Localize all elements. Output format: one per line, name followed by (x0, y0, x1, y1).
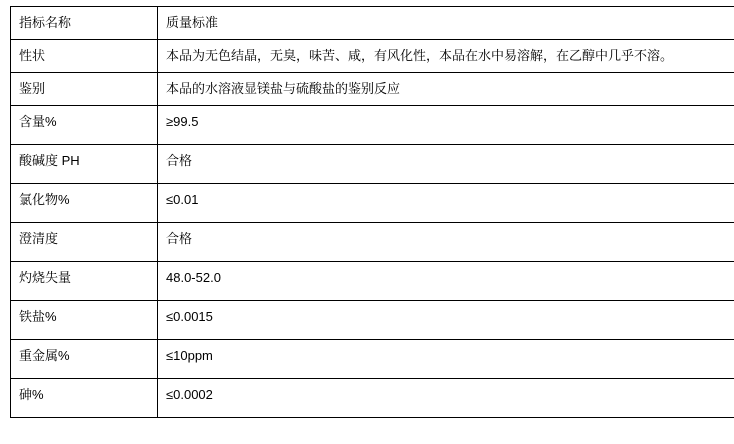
table-header-cell-standard (158, 7, 734, 40)
table-cell-indicator-name (11, 40, 158, 73)
table-cell-indicator-value (158, 340, 734, 379)
table-row (11, 106, 734, 145)
table-header-label-name: 指标名称 (19, 13, 149, 33)
indicator-value-text: ≤0.01 (166, 190, 734, 210)
table-cell-indicator-value (158, 301, 734, 340)
table-cell-indicator-name (11, 145, 158, 184)
indicator-value-text: ≤0.0015 (166, 307, 734, 327)
table-cell-indicator-value (158, 73, 734, 106)
table-cell-indicator-value (158, 262, 734, 301)
indicator-value-text: 48.0-52.0 (166, 268, 734, 288)
table-header-row (11, 7, 734, 40)
table-cell-indicator-name (11, 262, 158, 301)
indicator-name-text: 砷% (19, 385, 149, 405)
indicator-name-text: 鉴别 (19, 79, 149, 99)
table-cell-indicator-name (11, 73, 158, 106)
table-cell-indicator-value (158, 40, 734, 73)
indicator-value-text: ≤10ppm (166, 346, 734, 366)
table-cell-indicator-name (11, 340, 158, 379)
indicator-value-text: 本品的水溶液显镁盐与硫酸盐的鉴别反应 (166, 79, 734, 99)
table-cell-indicator-value (158, 223, 734, 262)
table-cell-indicator-value (158, 184, 734, 223)
indicator-name-text: 酸碱度 PH (19, 151, 149, 171)
table-cell-indicator-name (11, 379, 158, 418)
indicator-name-text: 澄清度 (19, 229, 149, 249)
indicator-name-text: 性状 (19, 46, 149, 66)
indicator-value-text: 本品为无色结晶，无臭，味苦、咸，有风化性，本品在水中易溶解，在乙醇中几乎不溶。 (166, 46, 734, 66)
document-page (0, 6, 734, 444)
indicator-value-text: 合格 (166, 151, 734, 171)
indicator-name-text: 含量% (19, 112, 149, 132)
indicator-name-text: 氯化物% (19, 190, 149, 210)
table-row (11, 301, 734, 340)
table-cell-indicator-value (158, 379, 734, 418)
table-header-cell-name (11, 7, 158, 40)
indicator-name-text: 灼烧失量 (19, 268, 149, 288)
indicator-name-text: 重金属% (19, 346, 149, 366)
table-cell-indicator-name (11, 301, 158, 340)
table-body (11, 7, 734, 418)
table-header-label-standard: 质量标准 (166, 13, 734, 33)
table-row (11, 379, 734, 418)
table-cell-indicator-name (11, 184, 158, 223)
table-row (11, 73, 734, 106)
table-cell-indicator-value (158, 106, 734, 145)
indicator-value-text: 合格 (166, 229, 734, 249)
table-cell-indicator-name (11, 223, 158, 262)
table-row (11, 145, 734, 184)
table-cell-indicator-value (158, 145, 734, 184)
table-row (11, 184, 734, 223)
table-row (11, 340, 734, 379)
indicator-name-text: 铁盐% (19, 307, 149, 327)
indicator-value-text: ≥99.5 (166, 112, 734, 132)
indicator-value-text: ≤0.0002 (166, 385, 734, 405)
table-cell-indicator-name (11, 106, 158, 145)
quality-standard-table (10, 6, 734, 418)
table-row (11, 40, 734, 73)
table-row (11, 223, 734, 262)
table-row (11, 262, 734, 301)
